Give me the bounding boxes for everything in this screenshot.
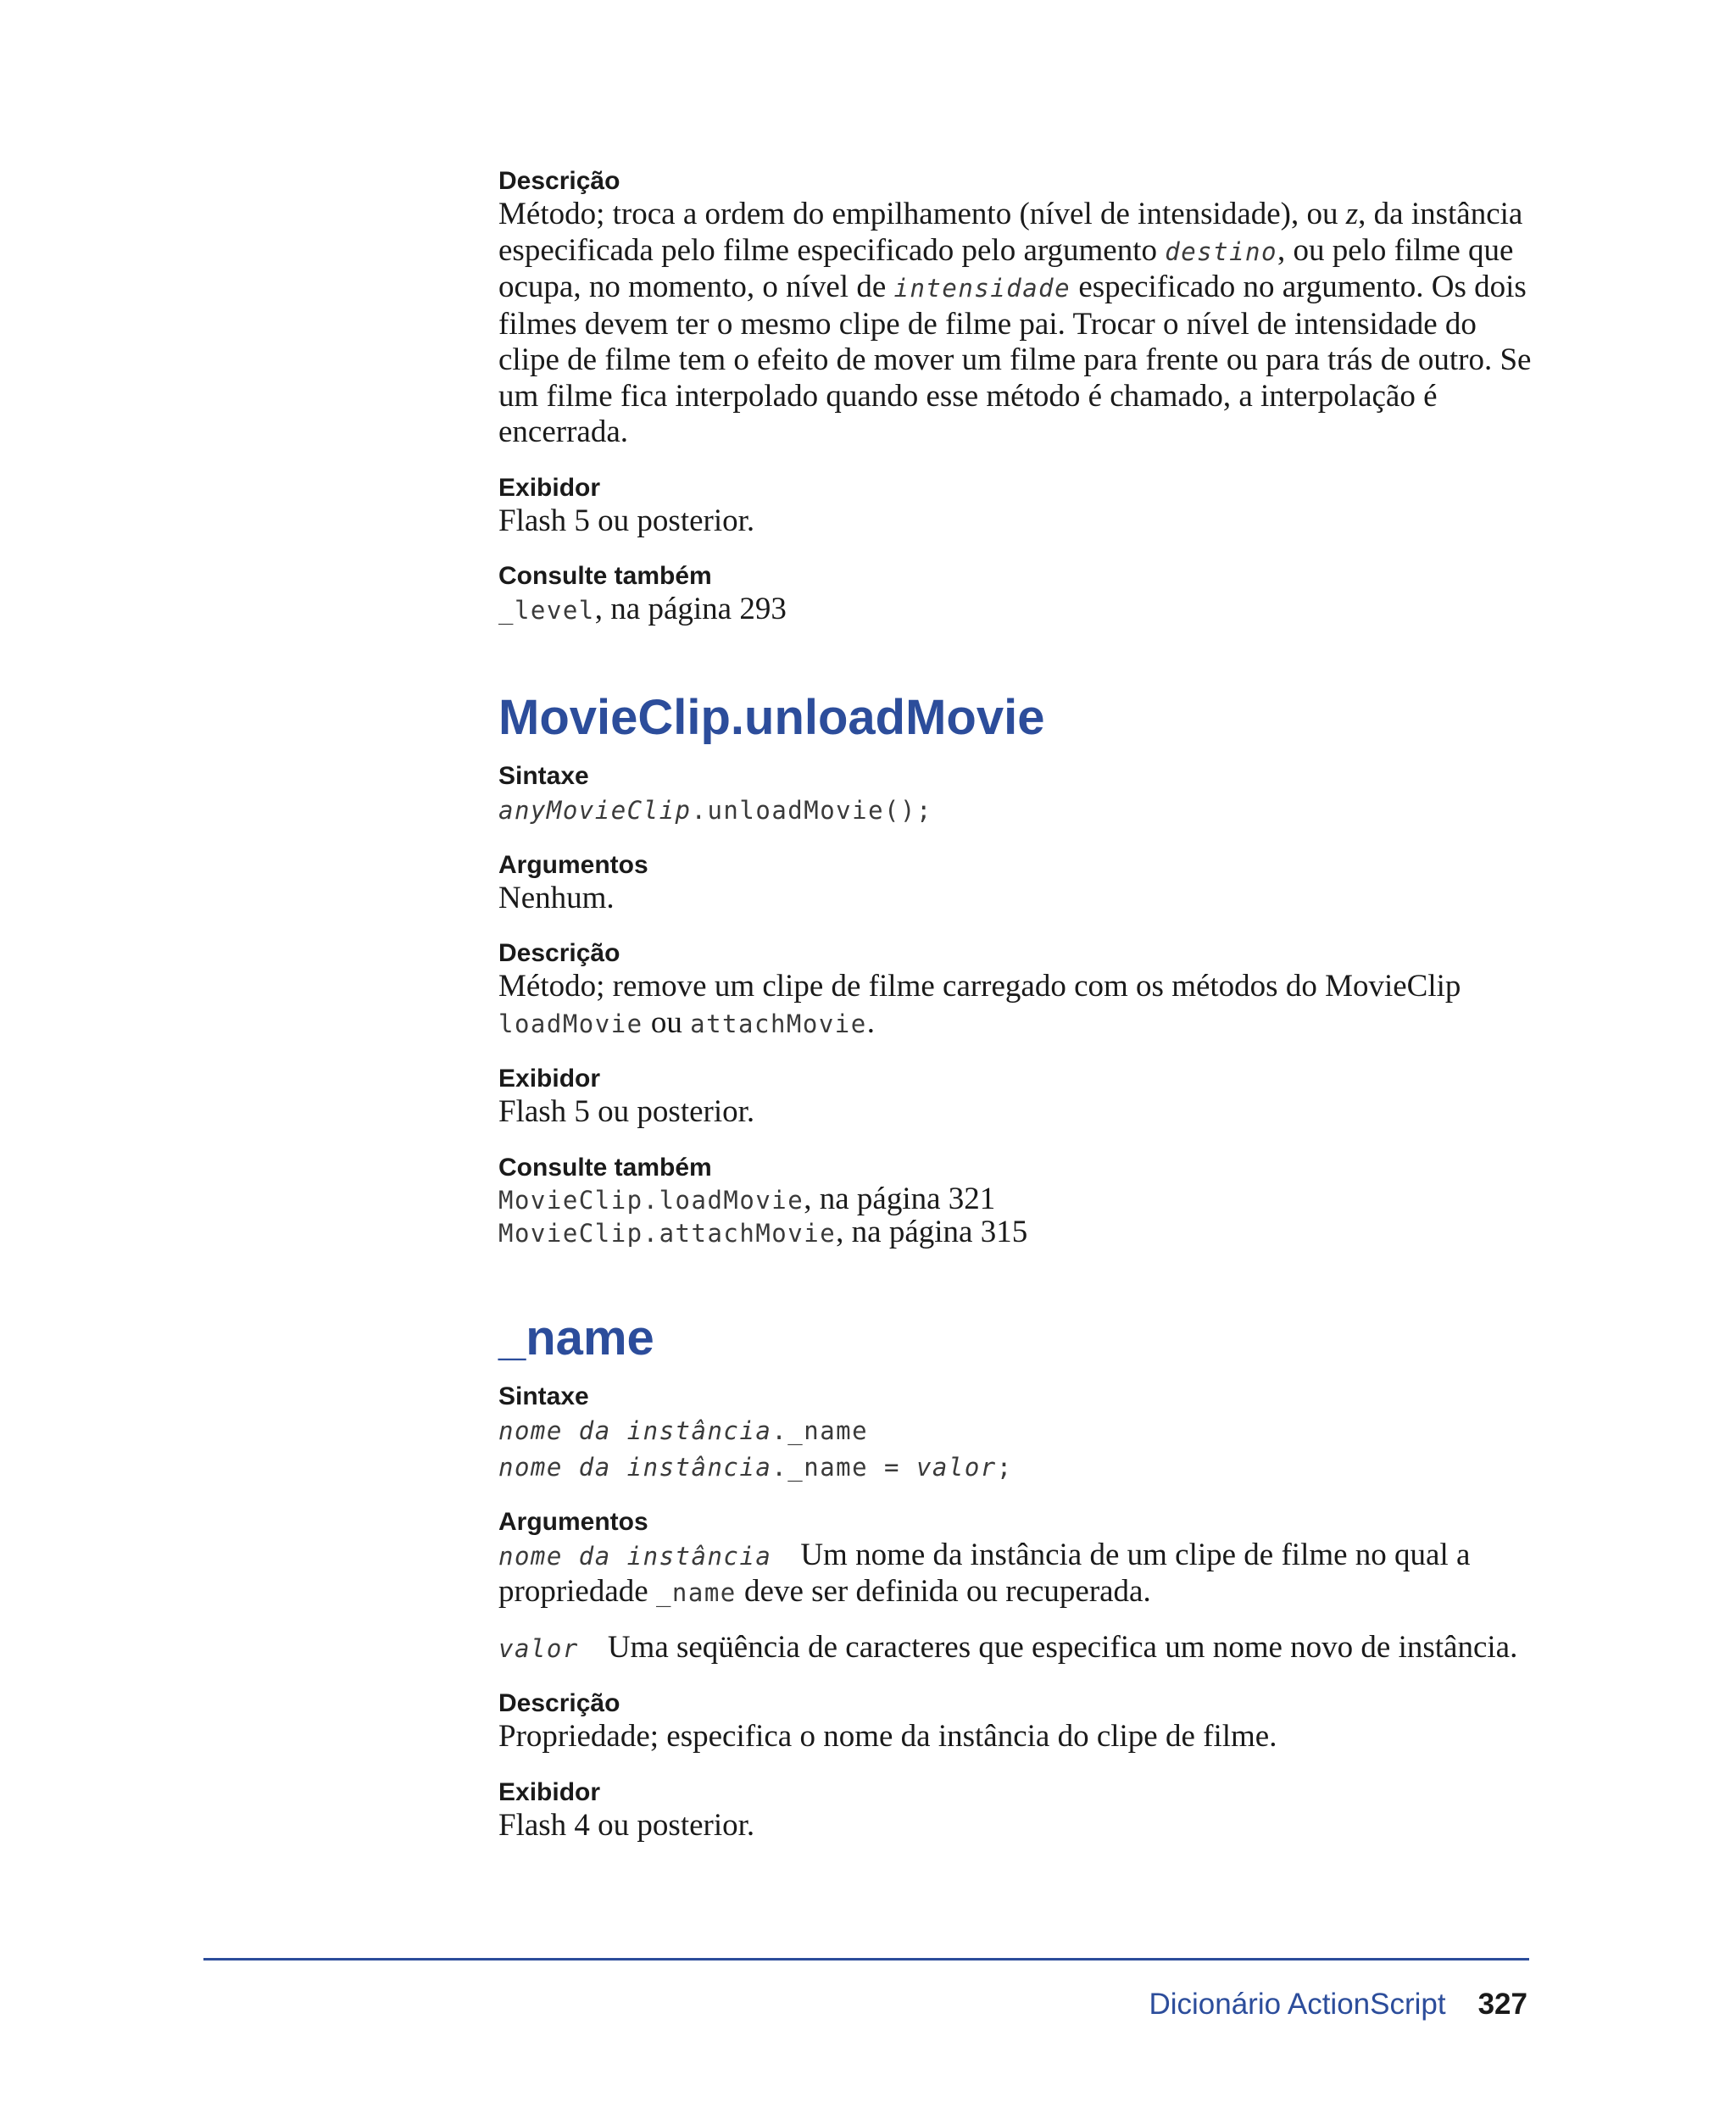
consulte-label: Consulte também <box>498 562 712 590</box>
sintaxe-code: anyMovieClip.unloadMovie(); <box>498 795 932 825</box>
heading-movieclip-unloadmovie: MovieClip.unloadMovie <box>498 689 1045 745</box>
exibidor-label: Exibidor <box>498 473 601 502</box>
consulte-label: Consulte também <box>498 1153 712 1182</box>
page-number: 327 <box>1477 1988 1527 2021</box>
descricao-label: Descrição <box>498 167 620 195</box>
exibidor-text: Flash 5 ou posterior. <box>498 503 755 538</box>
descricao-text: Método; remove um clipe de filme carregado com os métodos do MovieClip loadMovie ou attachMovie. <box>498 969 1461 1040</box>
sintaxe-label: Sintaxe <box>498 761 589 790</box>
exibidor-label: Exibidor <box>498 1065 601 1093</box>
argument-valor: valor Uma seqüência de caracteres que especifica um nome novo de instância. <box>498 1629 1518 1665</box>
sintaxe-label: Sintaxe <box>498 1382 589 1410</box>
argumentos-text: Nenhum. <box>498 880 615 915</box>
page-footer <box>1149 1988 1527 2022</box>
footer-divider <box>203 1958 1529 1960</box>
sintaxe-code-1: nome da instância._name <box>498 1415 869 1445</box>
consulte-link[interactable]: _level, na página 293 <box>498 592 787 626</box>
heading-name: _name <box>498 1310 654 1365</box>
descricao-text: Propriedade; especifica o nome da instância do clipe de filme. <box>498 1719 1277 1754</box>
argument-nome-da-instancia: nome da instância Um nome da instância de um clipe de filme no qual a propriedade _name deve ser definida ou recuperada. <box>498 1537 1471 1609</box>
argumentos-label: Argumentos <box>498 850 648 879</box>
descricao-label: Descrição <box>498 1689 620 1717</box>
footer-title: Dicionário ActionScript <box>1149 1988 1446 2021</box>
page-content <box>498 166 1533 1844</box>
code-intensidade: intensidade <box>893 274 1071 303</box>
exibidor-text: Flash 4 ou posterior. <box>498 1807 755 1843</box>
exibidor-label: Exibidor <box>498 1777 601 1806</box>
exibidor-text: Flash 5 ou posterior. <box>498 1094 755 1129</box>
consulte-link-attachmovie[interactable]: MovieClip.attachMovie, na página 315 <box>498 1214 1028 1249</box>
consulte-link-loadmovie[interactable]: MovieClip.loadMovie, na página 321 <box>498 1181 996 1216</box>
sintaxe-code-2: nome da instância._name = valor; <box>498 1452 1013 1482</box>
descricao-label: Descrição <box>498 939 620 967</box>
argumentos-label: Argumentos <box>498 1507 648 1536</box>
code-destino: destino <box>1165 236 1277 266</box>
descricao-text: Método; troca a ordem do empilhamento (nível de intensidade), ou z, da instância especificada pelo filme especificado pelo argumento destino, ou pelo filme que ocupa, no momento, o nível de intensidade especificado no argumento. Os dois filmes devem ter o mesmo clipe de filme pai. Trocar o nível de intensidade do clipe de filme tem o efeito de mover um filme para frente ou para trás de outro. Se um filme fica interpolado quando esse método é chamado, a interpolação é encerrada. <box>498 197 1532 449</box>
